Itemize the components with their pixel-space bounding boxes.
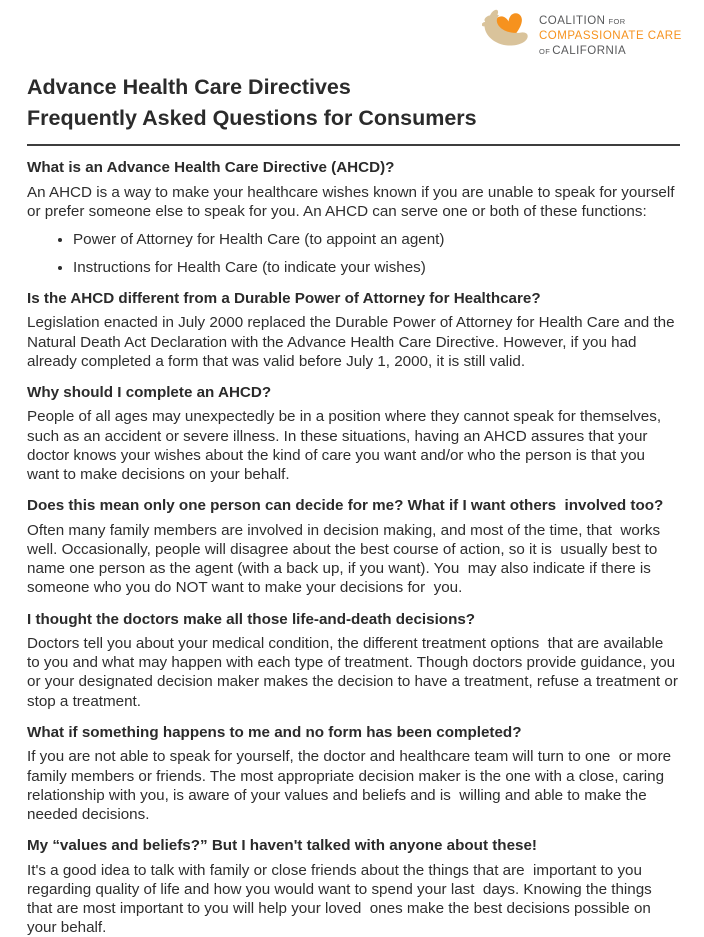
org-name-line2: COMPASSIONATE CARE xyxy=(539,30,682,42)
title-divider xyxy=(27,144,680,146)
section-heading: I thought the doctors make all those life-and-death decisions? xyxy=(27,610,476,628)
org-logo xyxy=(482,6,682,58)
section-paragraph: An AHCD is a way to make your healthcare wishes known if you are unable to speak for yourself or prefer someone else to speak for you. An AHCD can serve one or both of these functions: xyxy=(27,183,679,220)
section-heading: What is an Advance Health Care Directive (AHCD)? xyxy=(27,159,395,176)
page-title-line1: Advance Health Care Directives xyxy=(27,75,351,99)
org-name-line3-prefix: OF xyxy=(539,47,551,56)
org-name xyxy=(539,6,682,58)
section-heading: My “values and beliefs?” But I haven't talked with anyone about these! xyxy=(27,837,537,855)
org-name-line3: CALIFORNIA xyxy=(552,45,627,57)
section-heading: Is the AHCD different from a Durable Power of Attorney for Healthcare? xyxy=(27,289,541,307)
document-body xyxy=(27,72,683,937)
bullet-list xyxy=(27,230,680,277)
org-name-line1: COALITION xyxy=(539,15,606,27)
section-heading: What if something happens to me and no form has been completed? xyxy=(27,723,522,741)
faq-section xyxy=(27,610,683,711)
section-heading: Does this mean only one person can decide for me? What if I want others involved too? xyxy=(27,497,664,515)
page-title xyxy=(27,72,680,133)
section-paragraph: It's a good idea to talk with family or close friends about the things that are important to you regarding quality of life and how you would want to spend your last days. Knowing the things that are most important to you will help your loved ones make the best decisions possible on your behalf. xyxy=(27,861,656,937)
section-paragraph: People of all ages may unexpectedly be in a position where they cannot speak for themselves, such as an accident or severe illness. In these situations, having an AHCD assures that your doctor knows your wishes about the kind of care you want and/or who the person is that you want to make decisions on your behalf. xyxy=(27,408,666,484)
faq-section xyxy=(27,496,680,597)
page-title-line2: Frequently Asked Questions for Consumers xyxy=(27,105,477,130)
faq-section xyxy=(27,723,680,824)
faq-section xyxy=(27,383,680,484)
section-paragraph: Doctors tell you about your medical condition, the different treatment options that are available to you and what may happen with each type of treatment. Though doctors provide guidance, you or your designated decision maker makes the decision to have a treatment, refuse a treatment or stop a treatment. xyxy=(27,635,683,710)
bullet-item: • Power of Attorney for Health Care (to appoint an agent) xyxy=(73,230,680,249)
org-name-line1-suffix: FOR xyxy=(608,17,626,26)
faq-section xyxy=(27,836,680,937)
section-paragraph: Legislation enacted in July 2000 replaced the Durable Power of Attorney for Health Care and the Natural Death Act Declaration with the Advance Health Care Directive. However, if you had already completed a form that was valid before July 1, 2000, it is still valid. xyxy=(27,314,679,370)
heart-in-hand-icon xyxy=(482,6,534,53)
faq-section xyxy=(27,158,680,277)
faq-section xyxy=(27,289,680,371)
section-paragraph: If you are not able to speak for yourself, the doctor and healthcare team will turn to one or more family members or friends. The most appropriate decision maker is the one with a close, caring relationship with you, is aware of your values and beliefs and is willing and able to make the needed decisions. xyxy=(27,748,676,823)
section-paragraph: Often many family members are involved in decision making, and most of the time, that works well. Occasionally, people will disagree about the best course of action, so it is usually best to name one person as the agent (with a back up, if you want). You may also indicate if there is someone who you do NOT want to make your decisions for you. xyxy=(27,521,665,597)
section-heading: Why should I complete an AHCD? xyxy=(27,383,272,401)
bullet-item: • Instructions for Health Care (to indicate your wishes) xyxy=(73,258,680,277)
